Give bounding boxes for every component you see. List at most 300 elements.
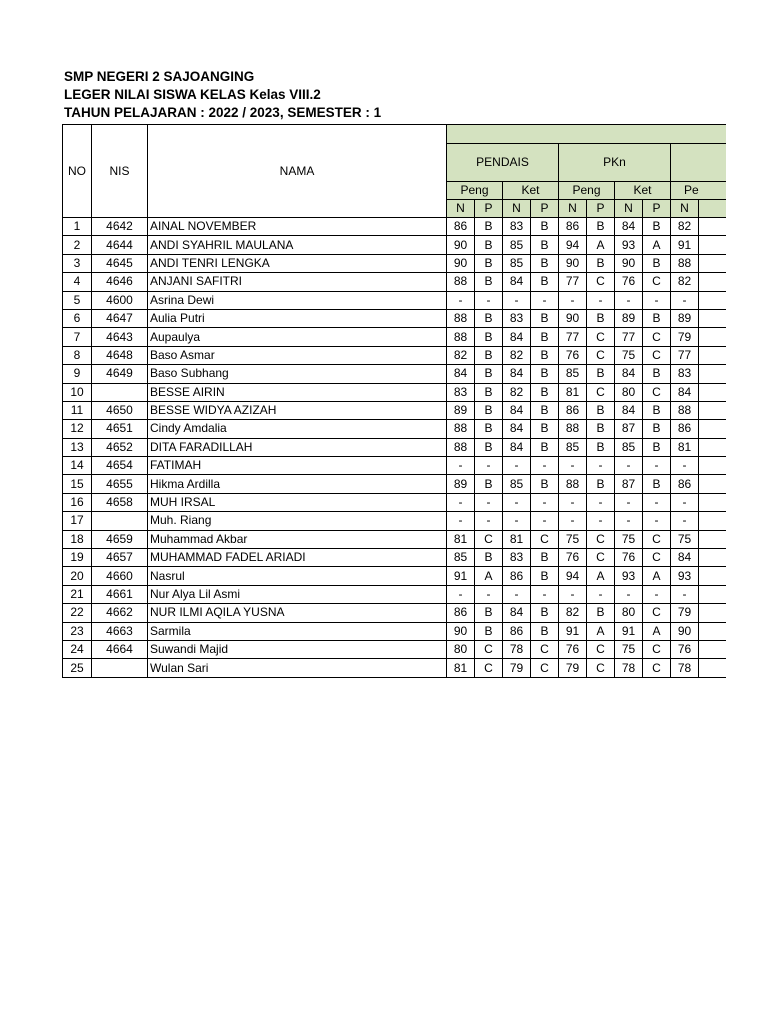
cell-blank — [699, 291, 726, 309]
subject-next — [671, 144, 726, 182]
cell-pkn-ket-n: 75 — [615, 640, 643, 658]
cell-pkn-ket-n: 76 — [615, 549, 643, 567]
cell-next-peng-n: 77 — [671, 346, 699, 364]
cell-pendais-ket-p: B — [531, 549, 559, 567]
np-n: N — [559, 200, 587, 218]
cell-pendais-peng-n: 80 — [447, 640, 475, 658]
cell-pendais-peng-n: 89 — [447, 475, 475, 493]
table-row — [63, 530, 726, 548]
cell-pkn-peng-n: 88 — [559, 475, 587, 493]
cell-no: 2 — [63, 236, 92, 254]
cell-pendais-ket-n: 78 — [503, 640, 531, 658]
cell-no: 16 — [63, 493, 92, 511]
cell-pkn-ket-n: 91 — [615, 622, 643, 640]
cell-pkn-ket-n: 80 — [615, 383, 643, 401]
cell-pendais-peng-p: B — [475, 309, 503, 327]
cell-pkn-ket-p: B — [643, 254, 671, 272]
cell-nama: Nur Alya Lil Asmi — [148, 585, 447, 603]
cell-pendais-peng-p: B — [475, 328, 503, 346]
table-row — [63, 457, 726, 475]
cell-pkn-ket-n: 84 — [615, 218, 643, 236]
cell-pendais-ket-p: C — [531, 530, 559, 548]
cell-pendais-ket-n: 84 — [503, 365, 531, 383]
cell-pkn-ket-p: B — [643, 218, 671, 236]
cell-pkn-peng-n: 76 — [559, 549, 587, 567]
cell-pendais-peng-p: C — [475, 530, 503, 548]
cell-pendais-ket-n: - — [503, 291, 531, 309]
cell-pendais-ket-p: - — [531, 457, 559, 475]
pkn-peng: Peng — [559, 182, 615, 200]
cell-nama: ANDI TENRI LENGKA — [148, 254, 447, 272]
cell-next-peng-n: 84 — [671, 383, 699, 401]
cell-nis: 4660 — [92, 567, 148, 585]
cell-pkn-ket-n: - — [615, 291, 643, 309]
cell-pendais-ket-p: B — [531, 475, 559, 493]
cell-nama: ANJANI SAFITRI — [148, 273, 447, 291]
cell-pendais-peng-p: A — [475, 567, 503, 585]
cell-no: 20 — [63, 567, 92, 585]
col-header-nama: NAMA — [148, 125, 447, 218]
cell-pendais-peng-p: B — [475, 218, 503, 236]
cell-pkn-peng-n: - — [559, 585, 587, 603]
cell-pendais-ket-p: B — [531, 365, 559, 383]
document-header — [64, 68, 381, 122]
cell-next-peng-n: 88 — [671, 254, 699, 272]
cell-next-peng-n: 75 — [671, 530, 699, 548]
cell-pkn-peng-p: C — [587, 640, 615, 658]
cell-pkn-peng-n: 82 — [559, 604, 587, 622]
table-row — [63, 493, 726, 511]
cell-next-peng-n: 82 — [671, 273, 699, 291]
cell-pkn-ket-p: C — [643, 604, 671, 622]
cell-pendais-peng-n: - — [447, 493, 475, 511]
cell-pkn-peng-n: 94 — [559, 236, 587, 254]
cell-pkn-peng-p: C — [587, 346, 615, 364]
cell-next-peng-n: 91 — [671, 236, 699, 254]
cell-nis: 4646 — [92, 273, 148, 291]
pkn-ket: Ket — [615, 182, 671, 200]
cell-pkn-ket-p: A — [643, 567, 671, 585]
cell-pkn-peng-p: B — [587, 420, 615, 438]
cell-pkn-ket-p: - — [643, 291, 671, 309]
cell-pkn-ket-n: 75 — [615, 530, 643, 548]
cell-pkn-peng-p: B — [587, 401, 615, 419]
cell-blank — [699, 585, 726, 603]
pendais-ket: Ket — [503, 182, 559, 200]
cell-pkn-peng-n: 79 — [559, 659, 587, 677]
cell-pkn-ket-p: A — [643, 236, 671, 254]
cell-pendais-peng-n: 83 — [447, 383, 475, 401]
cell-pendais-peng-n: 85 — [447, 549, 475, 567]
cell-next-peng-n: 82 — [671, 218, 699, 236]
cell-pendais-peng-p: - — [475, 512, 503, 530]
cell-pendais-ket-p: B — [531, 567, 559, 585]
cell-nis — [92, 659, 148, 677]
cell-pkn-peng-n: 85 — [559, 438, 587, 456]
cell-pkn-ket-p: - — [643, 512, 671, 530]
cell-pkn-peng-n: - — [559, 512, 587, 530]
cell-no: 21 — [63, 585, 92, 603]
cell-pendais-peng-p: - — [475, 291, 503, 309]
cell-pendais-peng-n: - — [447, 585, 475, 603]
cell-pkn-peng-n: - — [559, 457, 587, 475]
cell-pkn-ket-p: C — [643, 640, 671, 658]
cell-nama: Sarmila — [148, 622, 447, 640]
cell-pkn-peng-p: B — [587, 365, 615, 383]
cell-pkn-peng-n: 77 — [559, 273, 587, 291]
cell-pendais-ket-n: 83 — [503, 218, 531, 236]
table-row — [63, 346, 726, 364]
cell-nis: 4600 — [92, 291, 148, 309]
cell-no: 10 — [63, 383, 92, 401]
cell-nis: 4651 — [92, 420, 148, 438]
table-row — [63, 236, 726, 254]
table-row — [63, 512, 726, 530]
student-rows — [63, 218, 726, 678]
cell-pendais-ket-p: B — [531, 438, 559, 456]
cell-pendais-ket-n: 81 — [503, 530, 531, 548]
cell-nis: 4650 — [92, 401, 148, 419]
cell-blank — [699, 420, 726, 438]
cell-pkn-peng-p: - — [587, 493, 615, 511]
cell-pkn-peng-p: B — [587, 254, 615, 272]
cell-pendais-ket-n: - — [503, 585, 531, 603]
cell-blank — [699, 475, 726, 493]
cell-pkn-peng-p: C — [587, 273, 615, 291]
cell-pendais-peng-p: C — [475, 640, 503, 658]
cell-pkn-ket-p: B — [643, 309, 671, 327]
cell-pkn-peng-p: B — [587, 218, 615, 236]
cell-pendais-peng-n: - — [447, 457, 475, 475]
cell-blank — [699, 328, 726, 346]
table-row — [63, 604, 726, 622]
np-n: N — [447, 200, 475, 218]
cell-nama: ANDI SYAHRIL MAULANA — [148, 236, 447, 254]
cell-pendais-ket-n: 85 — [503, 236, 531, 254]
cell-pkn-peng-p: C — [587, 328, 615, 346]
cell-pendais-ket-p: B — [531, 236, 559, 254]
np-n: N — [615, 200, 643, 218]
grade-table — [62, 124, 726, 678]
cell-no: 3 — [63, 254, 92, 272]
cell-pkn-peng-p: - — [587, 457, 615, 475]
cell-pkn-ket-n: 75 — [615, 346, 643, 364]
cell-nis: 4649 — [92, 365, 148, 383]
cell-blank — [699, 640, 726, 658]
cell-pkn-peng-n: 76 — [559, 640, 587, 658]
cell-pkn-peng-n: 76 — [559, 346, 587, 364]
cell-pendais-ket-n: 84 — [503, 420, 531, 438]
cell-blank — [699, 457, 726, 475]
cell-pendais-ket-p: C — [531, 640, 559, 658]
cell-pkn-ket-p: B — [643, 420, 671, 438]
cell-blank — [699, 273, 726, 291]
cell-next-peng-n: - — [671, 585, 699, 603]
col-header-nis: NIS — [92, 125, 148, 218]
cell-pendais-peng-n: 88 — [447, 273, 475, 291]
cell-nama: Aulia Putri — [148, 309, 447, 327]
cell-nis: 4642 — [92, 218, 148, 236]
cell-pkn-peng-p: B — [587, 309, 615, 327]
cell-pendais-peng-n: 81 — [447, 659, 475, 677]
cell-blank — [699, 530, 726, 548]
cell-blank — [699, 236, 726, 254]
table-row — [63, 383, 726, 401]
cell-pendais-ket-p: B — [531, 273, 559, 291]
cell-pendais-peng-p: C — [475, 659, 503, 677]
cell-pkn-ket-p: C — [643, 328, 671, 346]
table-row — [63, 365, 726, 383]
cell-pendais-peng-p: B — [475, 549, 503, 567]
cell-no: 23 — [63, 622, 92, 640]
cell-pendais-ket-p: B — [531, 254, 559, 272]
cell-blank — [699, 309, 726, 327]
cell-nama: Hikma Ardilla — [148, 475, 447, 493]
cell-nama: Muhammad Akbar — [148, 530, 447, 548]
cell-pkn-ket-p: A — [643, 622, 671, 640]
cell-next-peng-n: 88 — [671, 401, 699, 419]
np-p: P — [643, 200, 671, 218]
np-blank — [699, 200, 726, 218]
cell-pendais-peng-p: - — [475, 585, 503, 603]
table-row — [63, 438, 726, 456]
cell-pendais-peng-n: 90 — [447, 236, 475, 254]
cell-next-peng-n: 76 — [671, 640, 699, 658]
cell-blank — [699, 438, 726, 456]
table-row — [63, 401, 726, 419]
cell-pendais-ket-p: - — [531, 493, 559, 511]
cell-no: 18 — [63, 530, 92, 548]
cell-no: 17 — [63, 512, 92, 530]
cell-nama: BESSE AIRIN — [148, 383, 447, 401]
cell-pendais-ket-n: 84 — [503, 401, 531, 419]
cell-pendais-ket-p: B — [531, 622, 559, 640]
cell-pendais-peng-p: B — [475, 438, 503, 456]
cell-pendais-ket-n: 85 — [503, 254, 531, 272]
cell-pendais-peng-p: - — [475, 457, 503, 475]
cell-nis: 4657 — [92, 549, 148, 567]
cell-pendais-ket-p: - — [531, 585, 559, 603]
cell-nama: Wulan Sari — [148, 659, 447, 677]
cell-no: 6 — [63, 309, 92, 327]
cell-pkn-ket-n: - — [615, 457, 643, 475]
cell-next-peng-n: 79 — [671, 604, 699, 622]
cell-blank — [699, 346, 726, 364]
cell-pkn-ket-p: C — [643, 346, 671, 364]
cell-pendais-peng-n: 86 — [447, 218, 475, 236]
np-n: N — [671, 200, 699, 218]
table-row — [63, 622, 726, 640]
cell-pendais-peng-n: 82 — [447, 346, 475, 364]
cell-pkn-ket-p: C — [643, 383, 671, 401]
cell-next-peng-n: - — [671, 493, 699, 511]
cell-pkn-ket-n: 93 — [615, 236, 643, 254]
cell-nis: 4661 — [92, 585, 148, 603]
cell-nama: Aupaulya — [148, 328, 447, 346]
cell-pendais-ket-n: 83 — [503, 309, 531, 327]
cell-next-peng-n: 86 — [671, 475, 699, 493]
cell-pendais-ket-p: B — [531, 309, 559, 327]
cell-no: 1 — [63, 218, 92, 236]
cell-pendais-peng-p: B — [475, 273, 503, 291]
table-row — [63, 567, 726, 585]
cell-no: 4 — [63, 273, 92, 291]
cell-pendais-peng-p: B — [475, 365, 503, 383]
cell-pkn-ket-p: B — [643, 438, 671, 456]
cell-pendais-ket-p: B — [531, 383, 559, 401]
table-row — [63, 420, 726, 438]
cell-nis: 4644 — [92, 236, 148, 254]
cell-pendais-ket-n: - — [503, 457, 531, 475]
cell-pkn-peng-n: 75 — [559, 530, 587, 548]
cell-pkn-ket-n: - — [615, 512, 643, 530]
cell-next-peng-n: 86 — [671, 420, 699, 438]
table-row — [63, 309, 726, 327]
cell-pkn-peng-p: C — [587, 530, 615, 548]
cell-pkn-peng-p: B — [587, 438, 615, 456]
cell-nis: 4652 — [92, 438, 148, 456]
cell-blank — [699, 218, 726, 236]
cell-next-peng-n: - — [671, 291, 699, 309]
cell-pendais-peng-n: 91 — [447, 567, 475, 585]
cell-pendais-ket-n: - — [503, 493, 531, 511]
cell-pkn-peng-p: B — [587, 475, 615, 493]
cell-nis: 4662 — [92, 604, 148, 622]
cell-no: 25 — [63, 659, 92, 677]
cell-pkn-ket-p: C — [643, 530, 671, 548]
cell-pkn-ket-p: - — [643, 493, 671, 511]
header-row-top — [63, 125, 726, 144]
cell-next-peng-n: 78 — [671, 659, 699, 677]
cell-nis: 4658 — [92, 493, 148, 511]
table-row — [63, 328, 726, 346]
cell-blank — [699, 512, 726, 530]
cell-nama: Baso Subhang — [148, 365, 447, 383]
cell-no: 14 — [63, 457, 92, 475]
cell-no: 11 — [63, 401, 92, 419]
cell-no: 7 — [63, 328, 92, 346]
cell-blank — [699, 254, 726, 272]
cell-pkn-peng-n: 86 — [559, 218, 587, 236]
cell-nis: 4643 — [92, 328, 148, 346]
cell-pkn-peng-p: C — [587, 549, 615, 567]
cell-pendais-ket-n: - — [503, 512, 531, 530]
cell-pendais-ket-p: - — [531, 291, 559, 309]
cell-no: 5 — [63, 291, 92, 309]
cell-pendais-peng-p: B — [475, 346, 503, 364]
cell-pendais-peng-p: B — [475, 236, 503, 254]
table-row — [63, 291, 726, 309]
cell-pendais-peng-n: 88 — [447, 328, 475, 346]
cell-blank — [699, 493, 726, 511]
cell-pkn-ket-n: 93 — [615, 567, 643, 585]
cell-pendais-peng-n: 90 — [447, 254, 475, 272]
cell-pendais-peng-p: B — [475, 383, 503, 401]
cell-pendais-peng-n: - — [447, 291, 475, 309]
cell-pendais-ket-p: B — [531, 401, 559, 419]
table-row — [63, 585, 726, 603]
cell-pkn-ket-n: 76 — [615, 273, 643, 291]
cell-next-peng-n: 90 — [671, 622, 699, 640]
cell-nis — [92, 512, 148, 530]
cell-pkn-ket-p: B — [643, 365, 671, 383]
cell-pkn-ket-n: 84 — [615, 401, 643, 419]
cell-nama: BESSE WIDYA AZIZAH — [148, 401, 447, 419]
cell-pendais-ket-n: 82 — [503, 346, 531, 364]
cell-pendais-peng-p: B — [475, 604, 503, 622]
cell-pendais-peng-n: - — [447, 512, 475, 530]
cell-pkn-ket-p: C — [643, 549, 671, 567]
cell-pendais-peng-p: B — [475, 420, 503, 438]
school-name: SMP NEGERI 2 SAJOANGING — [64, 69, 255, 84]
cell-pendais-ket-p: B — [531, 346, 559, 364]
cell-blank — [699, 659, 726, 677]
cell-pkn-peng-n: 85 — [559, 365, 587, 383]
cell-pkn-ket-n: 90 — [615, 254, 643, 272]
cell-pkn-peng-n: 81 — [559, 383, 587, 401]
cell-pendais-ket-n: 86 — [503, 622, 531, 640]
cell-pendais-ket-n: 83 — [503, 549, 531, 567]
cell-next-peng-n: 83 — [671, 365, 699, 383]
table-row — [63, 640, 726, 658]
cell-pendais-ket-p: - — [531, 512, 559, 530]
cell-pendais-ket-n: 84 — [503, 273, 531, 291]
cell-no: 13 — [63, 438, 92, 456]
cell-pendais-ket-n: 84 — [503, 328, 531, 346]
academic-year: TAHUN PELAJARAN : 2022 / 2023, SEMESTER : 1 — [64, 105, 382, 120]
cell-nama: Muh. Riang — [148, 512, 447, 530]
cell-nama: Asrina Dewi — [148, 291, 447, 309]
cell-blank — [699, 567, 726, 585]
cell-pkn-peng-n: - — [559, 291, 587, 309]
cell-pkn-peng-n: 94 — [559, 567, 587, 585]
cell-next-peng-n: - — [671, 512, 699, 530]
table-row — [63, 475, 726, 493]
cell-no: 9 — [63, 365, 92, 383]
cell-no: 12 — [63, 420, 92, 438]
cell-pkn-ket-n: 87 — [615, 420, 643, 438]
cell-pendais-ket-p: B — [531, 420, 559, 438]
cell-nama: Nasrul — [148, 567, 447, 585]
cell-pendais-peng-n: 88 — [447, 309, 475, 327]
col-header-no: NO — [63, 125, 92, 218]
cell-blank — [699, 365, 726, 383]
cell-pendais-ket-n: 79 — [503, 659, 531, 677]
cell-pkn-peng-p: B — [587, 604, 615, 622]
cell-nis: 4655 — [92, 475, 148, 493]
cell-pkn-ket-n: 87 — [615, 475, 643, 493]
cell-next-peng-n: 84 — [671, 549, 699, 567]
cell-pkn-peng-n: 77 — [559, 328, 587, 346]
cell-pendais-peng-n: 90 — [447, 622, 475, 640]
cell-pkn-ket-p: C — [643, 273, 671, 291]
cell-pkn-peng-n: 91 — [559, 622, 587, 640]
leger-title: LEGER NILAI SISWA KELAS Kelas VIII.2 — [64, 87, 321, 102]
cell-pkn-ket-p: - — [643, 585, 671, 603]
np-p: P — [531, 200, 559, 218]
cell-pendais-ket-n: 84 — [503, 604, 531, 622]
pendais-peng: Peng — [447, 182, 503, 200]
cell-nama: Baso Asmar — [148, 346, 447, 364]
table-row — [63, 273, 726, 291]
cell-pendais-ket-p: B — [531, 604, 559, 622]
cell-pkn-ket-n: 77 — [615, 328, 643, 346]
cell-pendais-ket-p: C — [531, 659, 559, 677]
cell-nama: Suwandi Majid — [148, 640, 447, 658]
cell-pkn-peng-p: - — [587, 512, 615, 530]
cell-nama: FATIMAH — [148, 457, 447, 475]
cell-pendais-peng-p: B — [475, 254, 503, 272]
